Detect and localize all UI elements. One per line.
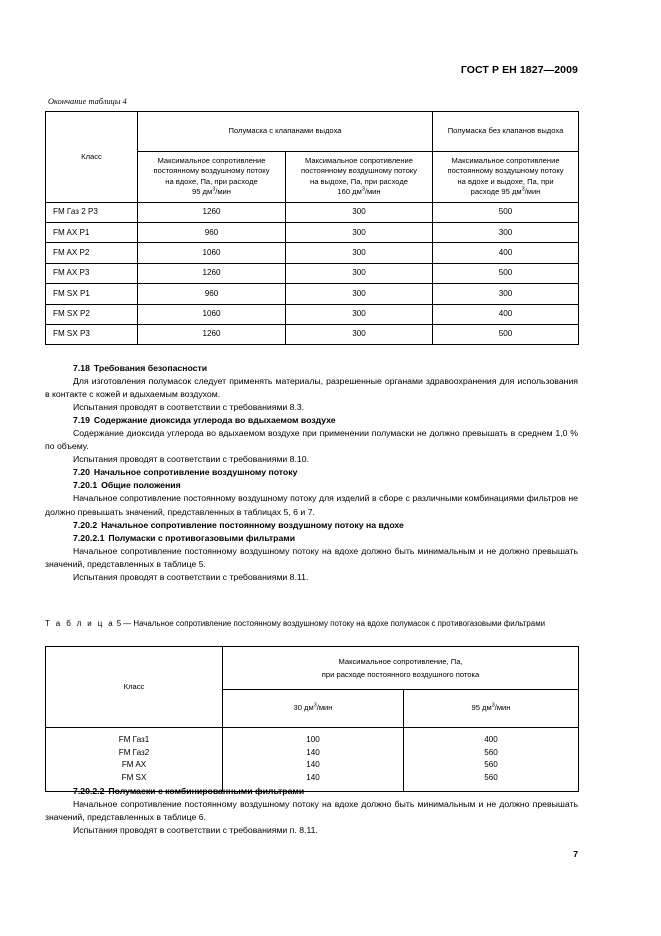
subheader-line: 160 дм (337, 187, 362, 197)
table5-class-header: Класс (46, 647, 223, 728)
table4-cell-exhale160: 300 (286, 324, 433, 344)
table5-cell-flow95: 400 (484, 735, 498, 744)
table4-cell-inhale95: 1260 (138, 202, 286, 222)
section-7-18-paragraph-2: Испытания проводят в соответствии с требованиями 8.3. (73, 402, 305, 413)
table-row (46, 263, 579, 283)
table4-cell-exhale160: 300 (286, 202, 433, 222)
subheader-line: расходе 95 дм (470, 187, 522, 197)
table4-group-header-novalves: Полумаска без клапанов выдоха (433, 112, 579, 152)
table5-cell-flow95: 560 (484, 772, 498, 782)
subheader-line: Максимальное сопротивление (157, 156, 266, 165)
section-number: 7.20.2 (73, 519, 98, 530)
table4-group-header-row (46, 112, 579, 152)
table-row (46, 202, 579, 222)
table4-cell-both95: 300 (433, 284, 579, 304)
section-7-18-paragraph-1: Для изготовления полумасок следует применять материалы, разрешенные органами здравоохранения для использования в контакте с кожей и вдыхаемым воздухом. (45, 376, 578, 400)
section-title: Общие положения (101, 480, 181, 491)
table4-cell-inhale95: 1260 (138, 263, 286, 283)
table4-cell-class: FM SX P1 (46, 284, 138, 304)
table4-cell-inhale95: 960 (138, 284, 286, 304)
subheader-line: постоянному воздушному потоку (300, 166, 418, 176)
table4-caption: Окончание таблицы 4 (48, 97, 127, 106)
table4-cell-inhale95: 1260 (138, 324, 286, 344)
table5-caption (45, 618, 578, 630)
table4-cell-exhale160: 300 (286, 243, 433, 263)
table4-cell-inhale95: 1060 (138, 304, 286, 324)
document-standard-header: ГОСТ Р ЕН 1827—2009 (460, 64, 578, 76)
section-7-19-paragraph-2: Испытания проводят в соответствии с требованиями 8.10. (73, 454, 310, 465)
flow-label: /мин (316, 703, 333, 713)
table4-cell-inhale95: 1060 (138, 243, 286, 263)
section-number: 7.18 (73, 363, 90, 373)
subheader-line: постоянному воздушному потоку (447, 166, 564, 176)
table4-cell-class: FM AX P3 (46, 263, 138, 283)
table4-subheader-inhale-95 (138, 152, 286, 203)
section-7-20-2-2-heading (45, 785, 578, 798)
subheader-line: /мин (364, 187, 381, 197)
table5-flow-header-30 (223, 690, 404, 728)
page-number: 7 (573, 849, 578, 859)
table4-cell-exhale160: 300 (286, 304, 433, 324)
flow-label: /мин (494, 703, 511, 713)
section-number: 7.20.2.2 (73, 786, 105, 796)
section-number: 7.19 (73, 415, 90, 426)
table4-cell-class: FM SX P2 (46, 304, 138, 324)
table5-body-row (46, 728, 579, 792)
table-row (46, 243, 579, 263)
table-row (46, 324, 579, 344)
flow-label: 95 дм (471, 703, 492, 713)
section-number: 7.20.2.1 (73, 532, 105, 543)
section-title: Требования безопасности (93, 363, 208, 373)
section-7-20-2-2-paragraph-1: Начальное сопротивление постоянному воздушному потоку на вдохе должно быть минимальным и не должно превышать значений, представленных в таблице 6. (45, 799, 578, 823)
table5-class-column (46, 728, 223, 792)
subheader-line: на выдохе, Па, при расходе (310, 176, 408, 186)
section-7-20-2-1-heading (45, 532, 578, 545)
section-title: Полумаски с противогазовыми фильтрами (108, 532, 296, 543)
table4-group-header-valves: Полумаска с клапанами выдоха (138, 112, 433, 152)
table4-cell-both95: 500 (433, 202, 579, 222)
table4-class-header: Класс (46, 112, 138, 203)
superscript-exponent: 3 (521, 186, 525, 193)
table4-cell-inhale95: 960 (138, 223, 286, 243)
table5-flow95-column (404, 728, 579, 792)
table5-cell-flow95: 560 (484, 747, 498, 757)
subheader-line: /мин (215, 187, 231, 197)
table-row (46, 304, 579, 324)
table5-cell-class: FM AX (121, 760, 147, 770)
table4-cell-both95: 400 (433, 304, 579, 324)
table5-cell-flow30: 140 (306, 772, 320, 782)
flow-label: 30 дм (293, 703, 314, 713)
table5-cell-flow95: 560 (484, 760, 498, 770)
section-7-20-heading (45, 466, 578, 479)
section-7-18 (45, 362, 578, 584)
table4-cell-both95: 500 (433, 324, 579, 344)
superscript-exponent: 3 (361, 186, 365, 193)
section-7-20-1-heading (45, 479, 578, 492)
section-7-20-2-2-paragraph-2: Испытания проводят в соответствии с требованиями п. 8.11. (73, 825, 318, 836)
table4-cell-class: FM AX P2 (46, 243, 138, 263)
table4-cell-both95: 300 (433, 223, 579, 243)
table5-flow-header-95 (404, 690, 579, 728)
table5-cell-flow30: 140 (306, 747, 320, 757)
table4-subheader-exhale-160 (286, 152, 433, 203)
subheader-line: постоянному воздушному потоку (153, 166, 270, 176)
section-number: 7.20.1 (73, 480, 98, 491)
section-7-20-2-1-paragraph-1: Начальное сопротивление постоянному воздушному потоку на вдохе должно быть минимальным и не должно превышать значений, представленных в таблице 5. (45, 545, 578, 569)
table-row (46, 223, 579, 243)
superscript-exponent: 3 (313, 702, 317, 709)
group-header-line: Максимальное сопротивление, Па, (338, 656, 463, 666)
superscript-exponent: 3 (212, 186, 216, 193)
subheader-line: на вдохе и выдохе, Па, при (457, 176, 554, 186)
subheader-line: Максимальное сопротивление (451, 156, 560, 165)
section-title: Начальное сопротивление воздушному потоку (93, 467, 298, 478)
table4-cell-both95: 500 (433, 263, 579, 283)
table5-cell-flow30: 100 (306, 735, 320, 744)
section-7-20-2-1-paragraph-2: Испытания проводят в соответствии с требованиями 8.11. (73, 571, 309, 582)
group-header-line: при расходе постоянного воздушного потока (321, 670, 480, 679)
superscript-exponent: 3 (491, 702, 495, 709)
section-number: 7.20 (73, 467, 90, 478)
section-title: Полумаски с комбинированными фильтрами (108, 786, 305, 796)
subheader-line: /мин (524, 187, 541, 197)
table4-cell-both95: 400 (433, 243, 579, 263)
subheader-line: 95 дм (192, 187, 213, 197)
section-7-20-1-paragraph-1: Начальное сопротивление постоянному воздушному потоку для изделий в сборе с различными комбинациями фильтров не должно превышать значений, представленных в таблицах 5, 6 и 7. (45, 493, 578, 517)
table-row (46, 284, 579, 304)
section-title: Начальное сопротивление постоянному воздушному потоку на вдохе (101, 519, 404, 530)
table4-cell-class: FM AX P1 (46, 223, 138, 243)
table5-cell-class: FM Газ1 (118, 735, 150, 744)
section-7-19-heading (45, 414, 578, 427)
subheader-line: Максимальное сопротивление (304, 156, 414, 165)
table5-caption-label: Т а б л и ц а (45, 619, 115, 628)
table4-cell-class: FM Газ 2 Р3 (46, 202, 138, 222)
section-title: Содержание диоксида углерода во вдыхаемом воздухе (93, 415, 336, 426)
section-7-20-2-heading (45, 519, 578, 532)
section-7-18-heading (45, 362, 578, 375)
table5-group-header-row (46, 647, 579, 690)
table4-cell-exhale160: 300 (286, 223, 433, 243)
subheader-line: на вдохе, Па, при расходе (165, 176, 258, 186)
table5-cell-class: FM SX (121, 772, 147, 782)
section-7-19-paragraph-1: Содержание диоксида углерода во вдыхаемом воздухе при применении полумаски не должно превышать в среднем 1,0 % по объему. (45, 428, 578, 452)
table5-caption-text: 5 — Начальное сопротивление постоянному воздушному потоку на вдохе полумасок с противогазовыми фильтрами (116, 619, 546, 628)
table4-cell-exhale160: 300 (286, 263, 433, 283)
table-4 (45, 111, 579, 345)
table5-cell-flow30: 140 (306, 760, 320, 770)
table5-cell-class: FM Газ2 (118, 747, 150, 757)
section-7-20-2-2 (45, 785, 578, 837)
table4-cell-exhale160: 300 (286, 284, 433, 304)
table5-group-header (223, 647, 579, 690)
table4-cell-class: FM SX P3 (46, 324, 138, 344)
table-5 (45, 646, 579, 792)
table4-subheader-both-95 (433, 152, 579, 203)
table5-flow30-column (223, 728, 404, 792)
